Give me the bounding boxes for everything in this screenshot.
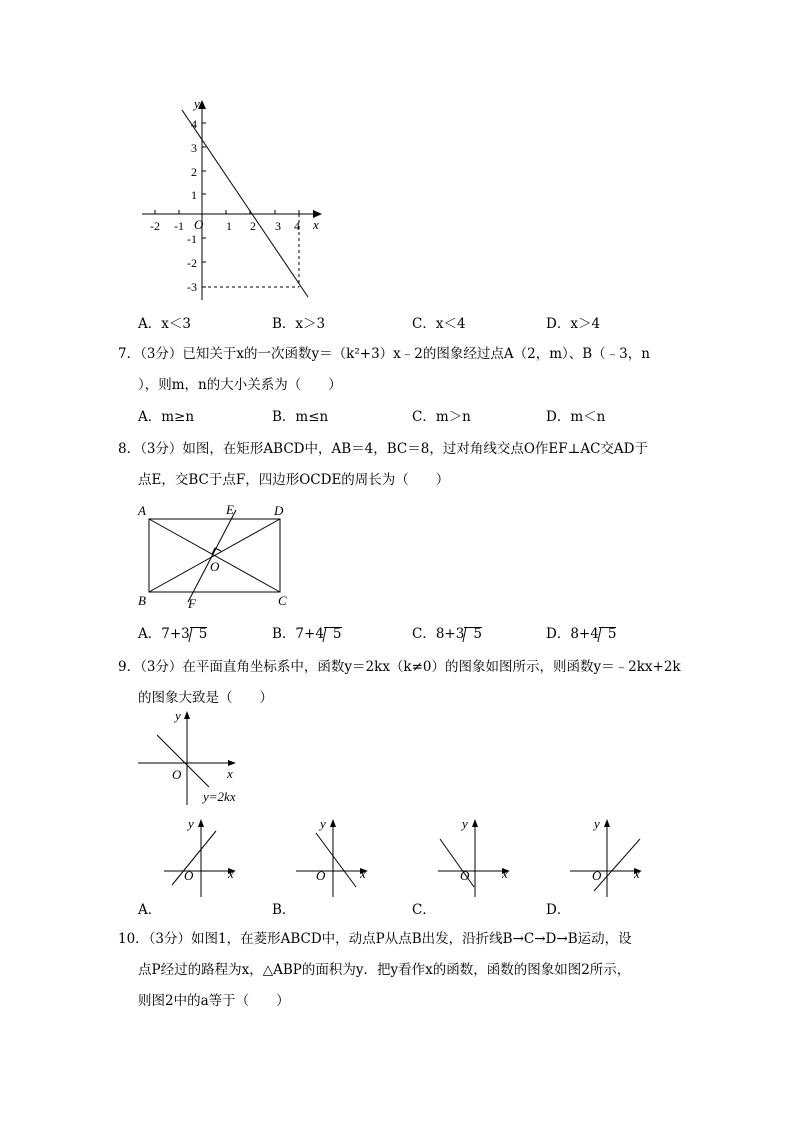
q7-option-a[interactable]: A．m≥n xyxy=(138,409,195,425)
main-y-label: y xyxy=(175,708,181,723)
q8-stem-line2: 点E，交BC于点F，四边形OCDE的周长为（ ） xyxy=(138,472,450,488)
svg-text:y: y xyxy=(188,816,194,831)
main-x-label: x xyxy=(227,766,233,781)
label-f: F xyxy=(188,596,196,611)
q9-option-a[interactable]: A． xyxy=(138,902,162,918)
q9-graph-c xyxy=(434,815,519,900)
svg-text:x: x xyxy=(360,866,366,881)
svg-text:O: O xyxy=(184,868,194,883)
q9-graph-d xyxy=(566,815,651,900)
q9-stem-line2: 的图象大致是（ ） xyxy=(138,690,273,706)
q6-option-b[interactable]: B．x＞3 xyxy=(272,316,326,332)
label-b: B xyxy=(138,593,146,608)
svg-text:x: x xyxy=(228,866,234,881)
q6-x-axis-label: x xyxy=(313,217,319,232)
label-a: A xyxy=(138,503,146,518)
svg-text:x: x xyxy=(502,866,508,881)
label-c: C xyxy=(278,593,287,608)
svg-text:y: y xyxy=(594,816,600,831)
q8-option-b[interactable]: B．7+4 5 xyxy=(272,626,342,642)
x-tick: 1 xyxy=(226,219,232,233)
x-tick: 3 xyxy=(275,219,281,233)
svg-text:O: O xyxy=(460,868,470,883)
q9-main-graph xyxy=(130,705,260,810)
q10-stem-line1: 10．（3分）如图1，在菱形ABCD中，动点P从点B出发，沿折线B→C→D→B运动，设 xyxy=(118,931,632,947)
q9-option-d[interactable]: D． xyxy=(546,902,571,918)
x-tick: 4 xyxy=(294,219,300,233)
q6-option-a[interactable]: A．x＜3 xyxy=(138,316,191,332)
q7-stem-line1: 7．（3分）已知关于x的一次函数y＝（k²+3）x﹣2的图象经过点A（2，m）、B（﹣3，n xyxy=(118,346,650,362)
q8-option-a[interactable]: A．7+3 5 xyxy=(138,626,208,642)
q9-graph-b xyxy=(292,815,377,900)
q6-option-c[interactable]: C．x＜4 xyxy=(412,316,466,332)
q10-stem-line3: 则图2中的a等于（ ） xyxy=(138,993,290,1009)
q8-rectangle-figure xyxy=(130,498,300,613)
q9-option-c[interactable]: C． xyxy=(412,902,436,918)
main-origin-label: O xyxy=(172,767,182,782)
main-caption: y=2kx xyxy=(203,789,236,804)
q9-option-b[interactable]: B． xyxy=(272,902,296,918)
q8-line-ef xyxy=(188,510,236,602)
y-tick: -3 xyxy=(187,280,197,294)
x-tick: -1 xyxy=(174,219,184,233)
q8-stem-line1: 8．（3分）如图，在矩形ABCD中，AB＝4，BC＝8，过对角线交点O作EF⊥AC交AD于 xyxy=(118,441,648,457)
q9-stem-line1: 9．（3分）在平面直角坐标系中，函数y＝2kx（k≠0）的图象如图所示，则函数y＝﹣2kx+2k xyxy=(118,659,681,675)
q7-option-d[interactable]: D．m＜n xyxy=(546,409,606,425)
svg-text:y: y xyxy=(320,816,326,831)
q6-option-d[interactable]: D．x＞4 xyxy=(546,316,601,332)
y-tick: 4 xyxy=(191,117,197,131)
y-tick: 2 xyxy=(191,165,197,179)
q10-stem-line2: 点P经过的路程为x，△ABP的面积为y．把y看作x的函数，函数的图象如图2所示， xyxy=(138,962,631,978)
label-d: D xyxy=(274,503,284,518)
svg-text:O: O xyxy=(592,868,602,883)
q6-origin-label: O xyxy=(194,217,204,232)
label-e: E xyxy=(226,502,234,517)
label-o: O xyxy=(210,559,220,574)
y-tick: -1 xyxy=(187,232,197,246)
q6-function-line xyxy=(182,110,308,297)
q8-option-d[interactable]: D．8+4 5 xyxy=(546,626,617,642)
q7-option-b[interactable]: B．m≤n xyxy=(272,409,329,425)
y-tick: 3 xyxy=(191,141,197,155)
svg-text:y: y xyxy=(462,816,468,831)
y-tick: -2 xyxy=(187,256,197,270)
q9-graph-a xyxy=(160,815,245,900)
x-tick: -2 xyxy=(150,219,160,233)
q8-option-c[interactable]: C．8+3 5 xyxy=(412,626,482,642)
x-tick: 2 xyxy=(250,219,256,233)
q7-option-c[interactable]: C．m＞n xyxy=(412,409,471,425)
q6-graph xyxy=(130,92,340,307)
svg-text:O: O xyxy=(316,868,326,883)
y-tick: 1 xyxy=(191,188,197,202)
q9-main-line xyxy=(157,735,209,787)
q7-stem-line2: ），则m，n的大小关系为（ ） xyxy=(138,377,342,393)
q6-y-axis-label: y xyxy=(194,96,200,111)
svg-text:x: x xyxy=(634,866,640,881)
